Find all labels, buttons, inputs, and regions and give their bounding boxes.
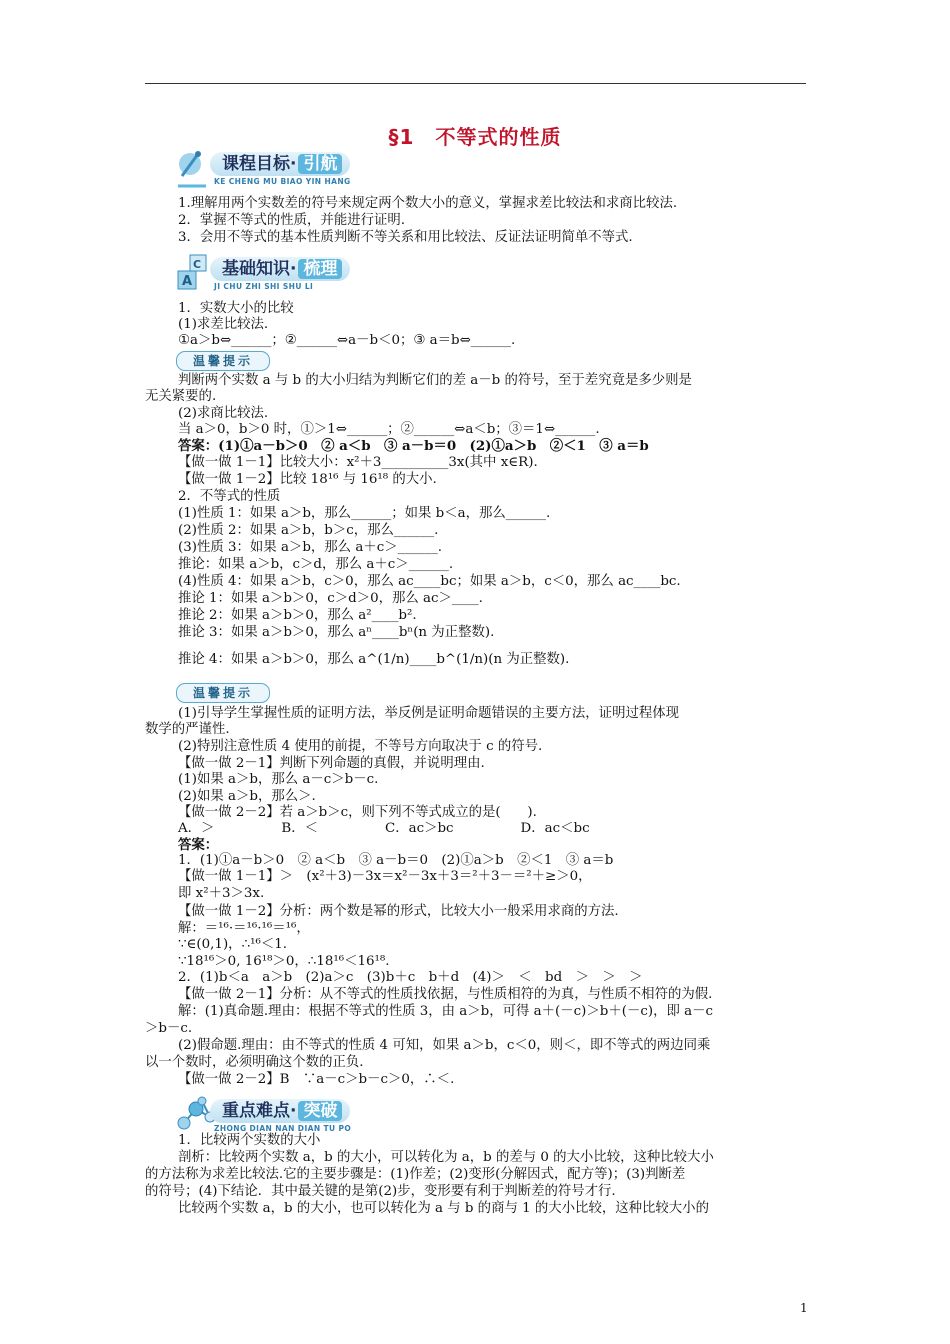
text-line: 2．不等式的性质 xyxy=(178,489,281,504)
text-line: 的符号；(4)下结论．其中最关键的是第(2)步，变形要有利于判断差的符号才行. xyxy=(145,1184,616,1199)
banner-subtitle: ZHONG DIAN NAN DIAN TU PO xyxy=(214,1124,352,1133)
answer-line: ∵18¹⁶＞0, 16¹⁸＞0，∴18¹⁶＜16¹⁸. xyxy=(178,954,390,969)
answer-line: 答案：(1)①a－b＞0 ② a＜b ③ a－b＝0 (2)①a＞b ②＜1 ③ a＝b xyxy=(178,438,649,454)
answer-line: 1．(1)①a－b＞0 ② a＜b ③ a－b＝0 (2)①a＞b ②＜1 ③ a＝b xyxy=(178,853,614,868)
tip-line: 无关紧要的. xyxy=(145,389,217,404)
text-line: (1)性质 1：如果 a＞b，那么______；如果 b＜a，那么______. xyxy=(178,506,551,521)
goal-line: 3．会用不等式的基本性质判断不等关系和用比较法、反证法证明简单不等式. xyxy=(178,230,633,245)
text-line: 的方法称为求差比较法.它的主要步骤是：(1)作差；(2)变形(分解因式，配方等)；(3)判断差 xyxy=(145,1167,686,1182)
text-line: 【做一做 1－1】比较大小：x²＋3__________3x(其中 x∈R). xyxy=(178,455,538,470)
text-line: 推论 4：如果 a＞b＞0，那么 a^(1/n)____b^(1/n)(n 为正整数). xyxy=(178,652,570,667)
text-line: 剖析：比较两个实数 a，b 的大小，可以转化为 a，b 的差与 0 的大小比较，这种比较大小 xyxy=(178,1150,714,1165)
answer-line: 解：＝¹⁶·＝¹⁶·¹⁶＝¹⁶， xyxy=(178,921,310,936)
text-line: (1)求差比较法. xyxy=(178,317,269,332)
svg-text:C: C xyxy=(193,258,202,271)
text-line: 推论：如果 a＞b，c＞d，那么 a＋c＞______. xyxy=(178,557,454,572)
answer-line: ＞b－c. xyxy=(145,1021,193,1036)
text-line: (2)如果 a＞b，那么＞. xyxy=(178,789,316,804)
tip-label: 温馨提示 xyxy=(176,683,270,703)
answer-line: 解：(1)真命题.理由：根据不等式的性质 3，由 a＞b，可得 a＋(－c)＞b＋(－c)，即 a－c xyxy=(178,1004,713,1019)
banner-subtitle: JI CHU ZHI SHI SHU LI xyxy=(214,282,314,291)
answer-line: 【做一做 1－2】分析：两个数是幂的形式，比较大小一般采用求商的方法. xyxy=(178,904,619,919)
answer-line: (2)假命题.理由：由不等式的性质 4 可知，如果 a＞b，c＜0，则＜，即不等式的两边同乘 xyxy=(178,1038,711,1053)
tip-line: 数学的严谨性. xyxy=(145,722,230,737)
text-line: 【做一做 1－2】比较 18¹⁶ 与 16¹⁸ 的大小. xyxy=(178,472,437,487)
text-line: 1．实数大小的比较 xyxy=(178,301,294,316)
answer-heading: 答案： xyxy=(178,837,219,853)
banner-title: 课程目标· 引航 xyxy=(210,152,350,176)
text-line: 【做一做 2－2】若 a＞b＞c，则下列不等式成立的是( ). xyxy=(178,805,537,820)
text-line: 推论 2：如果 a＞b＞0，那么 a²____b². xyxy=(178,608,417,623)
answer-line: 2．(1)b＜a a＞b (2)a＞c (3)b＋c b＋d (4)＞ ＜ bd ＞ ＞ ＞ xyxy=(178,970,643,985)
page-number: 1 xyxy=(800,1301,808,1315)
answer-line: 【做一做 2－2】B ∵a－c＞b－c＞0，∴＜. xyxy=(178,1072,455,1087)
goal-line: 1.理解用两个实数差的符号来规定两个数大小的意义，掌握求差比较法和求商比较法. xyxy=(178,196,678,211)
answer-line: 【做一做 2－1】分析：从不等式的性质找依据，与性质相符的为真，与性质不相符的为假. xyxy=(178,987,713,1002)
banner-title: 基础知识· 梳理 xyxy=(210,257,350,281)
text-line: (1)如果 a＞b，那么 a－c＞b－c. xyxy=(178,772,379,787)
svg-text:A: A xyxy=(182,274,193,289)
tip-label: 温馨提示 xyxy=(176,351,270,371)
text-line: (3)性质 3：如果 a＞b，那么 a＋c＞______. xyxy=(178,540,443,555)
text-line: (2)性质 2：如果 a＞b，b＞c，那么______. xyxy=(178,523,439,538)
text-line: (4)性质 4：如果 a＞b，c＞0，那么 ac____bc；如果 a＞b，c＜0，那么 ac____bc. xyxy=(178,574,681,589)
text-line: (2)求商比较法. xyxy=(178,406,269,421)
text-line: 推论 3：如果 a＞b＞0，那么 aⁿ____bⁿ(n 为正整数). xyxy=(178,625,495,640)
text-line: 推论 1：如果 a＞b＞0，c＞d＞0，那么 ac＞____. xyxy=(178,591,483,606)
text-line: 当 a＞0，b＞0 时，①＞1⇔______；②______⇔a＜b；③＝1⇔______. xyxy=(178,422,600,437)
answer-line: 即 x²＋3＞3x. xyxy=(178,886,265,901)
text-line: 比较两个实数 a，b 的大小，也可以转化为 a 与 b 的商与 1 的大小比较，这种比较大小的 xyxy=(178,1201,709,1216)
banner-title: 重点难点· 突破 xyxy=(210,1099,350,1123)
text-line: 1．比较两个实数的大小 xyxy=(178,1133,321,1148)
goal-line: 2．掌握不等式的性质，并能进行证明. xyxy=(178,213,406,228)
banner-subtitle: KE CHENG MU BIAO YIN HANG xyxy=(214,177,351,186)
answer-line: ∵∈(0,1)，∴¹⁶＜1. xyxy=(178,937,287,952)
header-rule xyxy=(145,83,806,84)
tip-line: 判断两个实数 a 与 b 的大小归结为判断它们的差 a－b 的符号，至于差究竟是多少则是 xyxy=(178,373,692,388)
text-line: 【做一做 2－1】判断下列命题的真假，并说明理由. xyxy=(178,756,485,771)
answer-line: 以一个数时，必须明确这个数的正负. xyxy=(145,1055,364,1070)
choices-line: A．＞ B．＜ C．ac＞bc D．ac＜bc xyxy=(178,821,590,836)
text-line: ①a＞b⇔______；②______⇔a－b＜0；③ a＝b⇔______. xyxy=(178,333,516,348)
page-title: §1 不等式的性质 xyxy=(388,125,562,149)
tip-line: (2)特别注意性质 4 使用的前提，不等号方向取决于 c 的符号. xyxy=(178,739,543,754)
tip-line: (1)引导学生掌握性质的证明方法，举反例是证明命题错误的主要方法，证明过程体现 xyxy=(178,706,680,721)
answer-line: 【做一做 1－1】＞ (x²＋3)－3x＝x²－3x＋3＝²＋3－＝²＋≥＞0， xyxy=(178,869,592,884)
